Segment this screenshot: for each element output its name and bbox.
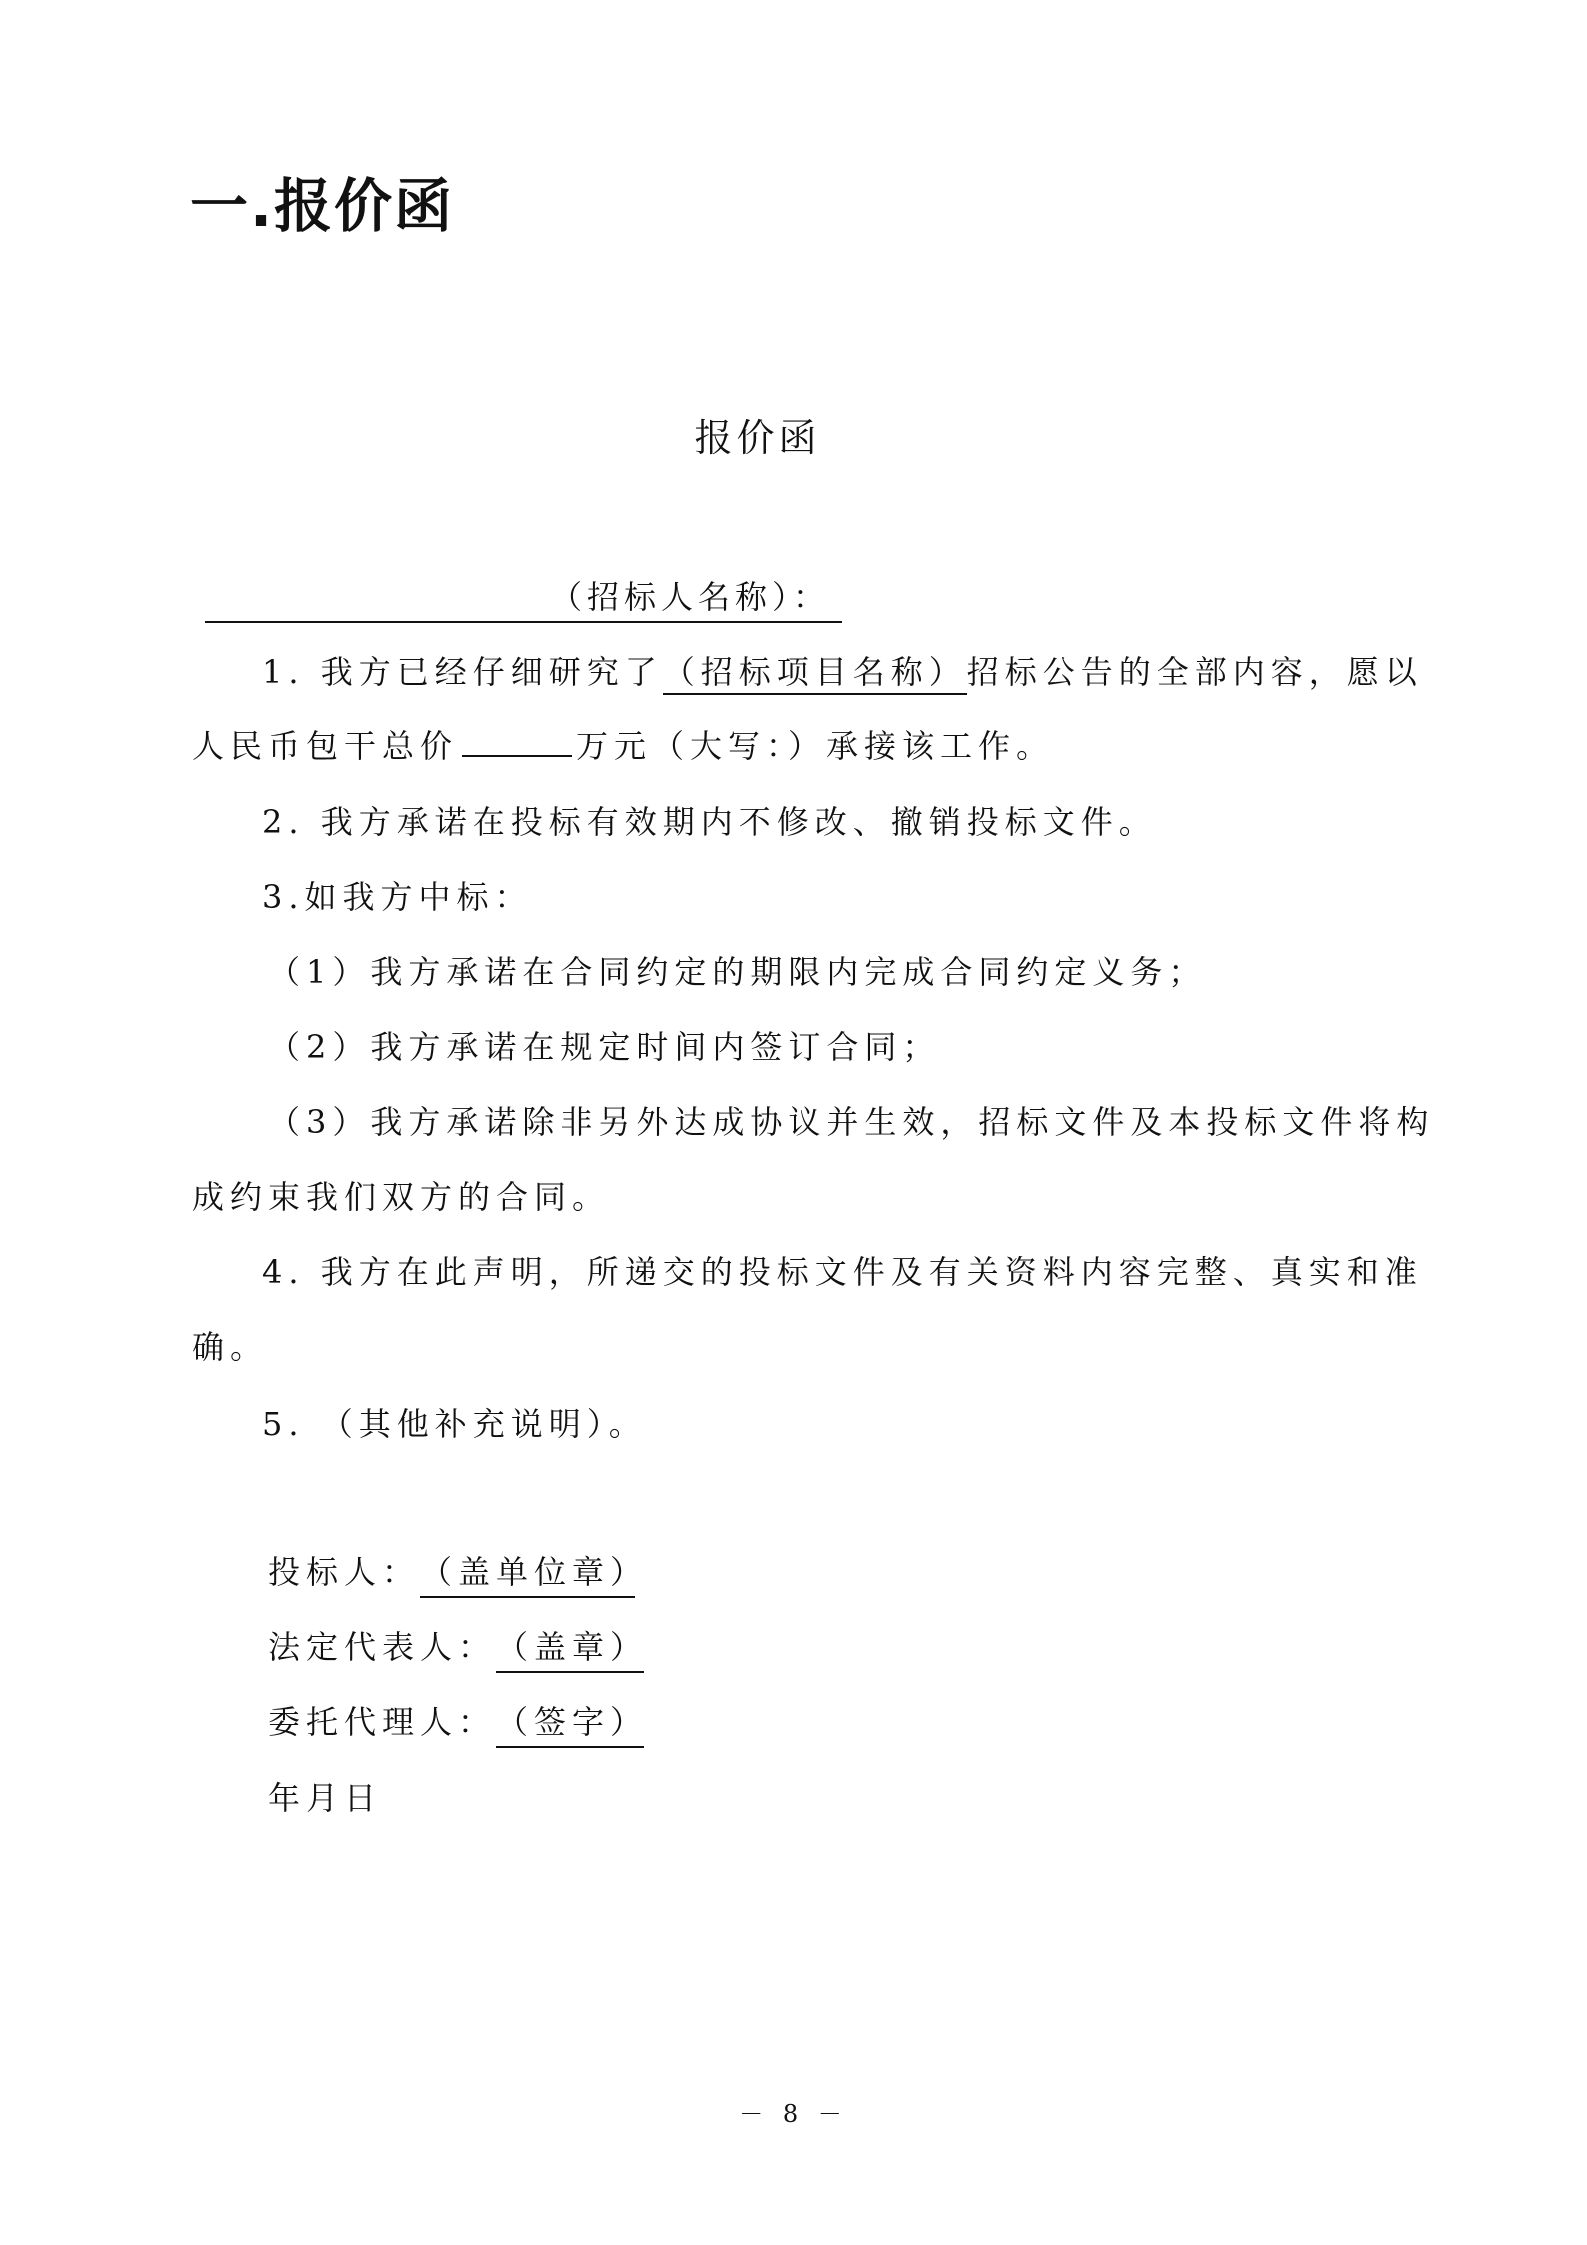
paragraph-2: 2. 我方承诺在投标有效期内不修改、撤销投标文件。	[262, 803, 1157, 841]
paragraph-1-line-2	[192, 722, 1054, 770]
paragraph-3: 3.如我方中标：	[262, 878, 533, 916]
bidder-signature-line	[268, 1548, 649, 1598]
paragraph-1-prefix: 1. 我方已经仔细研究了	[262, 653, 663, 691]
agent-signature-field: （签字）	[496, 1698, 644, 1748]
paragraph-4-line-2: 确。	[192, 1328, 269, 1366]
document-title: 报价函	[694, 416, 821, 460]
bidder-seal-field: （盖单位章）	[420, 1548, 635, 1598]
addressee-line	[205, 573, 842, 623]
paragraph-3-item-3-line-1: （3）我方承诺除非另外达成协议并生效，招标文件及本投标文件将构	[268, 1103, 1435, 1141]
project-name-field: （招标项目名称）	[663, 653, 967, 695]
paragraph-1-line-2-suffix: 万元（大写：）承接该工作。	[576, 727, 1055, 765]
paragraph-3-item-2: （2）我方承诺在规定时间内签订合同；	[268, 1028, 941, 1066]
paragraph-1-line-1	[262, 648, 1423, 696]
bidder-label: 投标人：	[268, 1553, 421, 1591]
paragraph-3-item-3-line-2: 成约束我们双方的合同。	[192, 1178, 611, 1216]
paragraph-1-line-2-prefix: 人民币包干总价	[192, 727, 459, 765]
legal-rep-label: 法定代表人：	[268, 1628, 497, 1666]
section-heading: 一.报价函	[190, 172, 455, 240]
paragraph-1-suffix: 招标公告的全部内容，愿以	[966, 653, 1423, 691]
agent-label: 委托代理人：	[268, 1703, 497, 1741]
page-number: － 8 －	[739, 2100, 848, 2128]
legal-rep-signature-line	[268, 1623, 649, 1673]
legal-rep-seal-field: （盖章）	[496, 1623, 644, 1673]
paragraph-3-item-1: （1）我方承诺在合同约定的期限内完成合同约定义务；	[268, 953, 1207, 991]
paragraph-5: 5. （其他补充说明）。	[262, 1405, 647, 1443]
paragraph-4-line-1: 4. 我方在此声明，所递交的投标文件及有关资料内容完整、真实和准	[262, 1253, 1423, 1291]
total-price-blank	[462, 725, 572, 757]
date-line: 年月日	[268, 1779, 383, 1817]
addressee-text: （招标人名称）：	[550, 578, 831, 616]
agent-signature-line	[268, 1698, 649, 1748]
